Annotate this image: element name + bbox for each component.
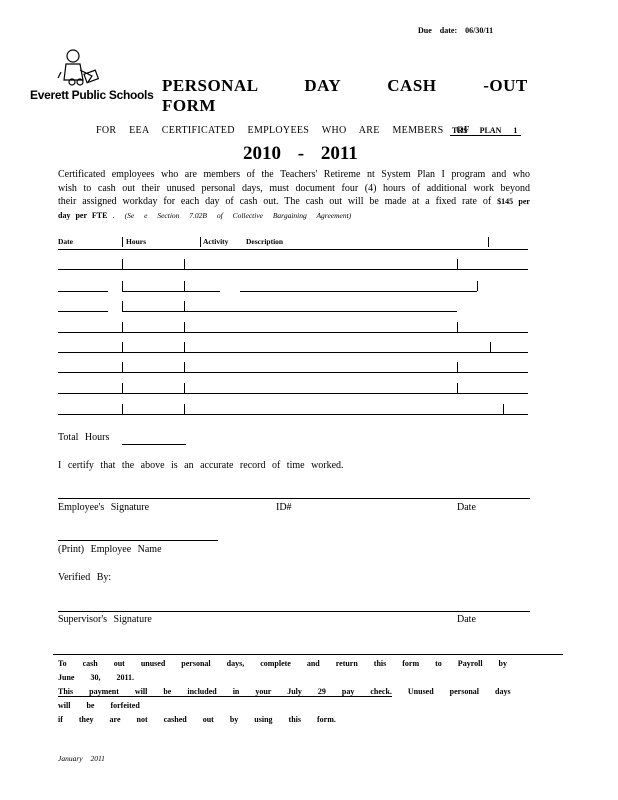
due-date-label: Due date: [418,26,458,35]
employee-signature-label: Employee's Signature [58,502,150,513]
column-divider [457,362,458,372]
table-row-line[interactable] [58,311,108,312]
column-divider [122,342,123,352]
column-divider [122,281,123,291]
table-row-line[interactable] [122,311,457,312]
column-divider [122,362,123,372]
print-name-label: (Print) Employee Name [58,544,162,555]
column-divider [122,322,123,332]
column-divider [488,237,489,247]
column-divider [184,322,185,332]
column-divider [122,237,123,247]
column-divider [184,259,185,269]
footer-rule [53,654,563,655]
plan-label: TRS PLAN 1 [450,126,521,136]
employee-signature-line[interactable] [58,498,530,499]
id-label: ID# [276,502,292,513]
table-row-line[interactable] [240,291,477,292]
verified-by-label: Verified By: [58,572,112,583]
column-header-description: Description [246,237,284,246]
footer-line-3: if they are not cashed out by using this form. [58,715,336,724]
due-date [418,26,493,35]
total-hours-field[interactable] [122,444,186,445]
table-row-line[interactable] [58,269,528,270]
column-divider [184,342,185,352]
total-hours-label: Total Hours [58,432,110,443]
supervisor-date-label: Date [457,614,476,625]
certify-statement: I certify that the above is an accurate record of time worked. [58,460,344,471]
column-header-activity: Activity [203,237,229,246]
print-name-line[interactable] [58,540,218,541]
column-header-hours: Hours [126,237,147,246]
footer-payment-note: This payment will be included in your July 29 pay check. [58,687,392,696]
table-row-line[interactable] [58,372,528,373]
intro-rate: $145 per day per FTE [58,197,530,220]
column-divider [184,404,185,414]
footer-line-2 [58,685,538,713]
intro-reference: . (Se e Section 7.02B of Collective Bargaining Agreement) [112,210,352,220]
column-divider [503,404,504,414]
column-divider [122,259,123,269]
intro-paragraph [58,168,530,222]
table-row-line[interactable] [58,393,528,394]
supervisor-signature-line[interactable] [58,611,530,612]
supervisor-signature-label: Supervisor's Signature [58,614,152,625]
column-divider [184,362,185,372]
column-divider [184,281,185,291]
date-label: Date [457,502,476,513]
footer-notice [58,657,538,727]
footer-forfeit-note: Unused personal days will be forfeited [58,687,511,710]
due-date-value: 06/30/11 [465,26,494,35]
column-divider [122,301,123,311]
column-divider [457,383,458,393]
form-subtitle: FOR EEA CERTIFICATED EMPLOYEES WHO ARE MEMBERS OF [96,125,470,136]
column-divider [184,383,185,393]
table-row-line[interactable] [58,291,108,292]
table-row-line[interactable] [58,414,528,415]
table-header-rule [58,249,528,250]
intro-text: Certificated employees who are members of the Teachers' Retireme nt System Plan I program and who wish to cash out their unused personal days, must document four (4) hours of additional work beyond their assigned workday for each day of cash out. The cash out will be made at a fixed rate of [58,169,530,207]
column-divider [490,342,491,352]
column-divider [457,322,458,332]
form-title: PERSONAL DAY CASH -OUT FORM [162,76,528,115]
footer-line-1: To cash out unused personal days, complete and return this form to Payroll by June 30, 2011. [58,659,507,682]
column-divider [122,383,123,393]
table-row-line[interactable] [58,352,528,353]
column-divider [457,259,458,269]
school-logo-text: Everett Public Schools [30,88,154,102]
column-divider [122,404,123,414]
column-divider [184,301,185,311]
school-year: 2010 - 2011 [243,143,358,164]
table-row-line[interactable] [122,291,220,292]
column-divider [477,281,478,291]
table-row-line[interactable] [58,332,528,333]
column-divider [200,237,201,247]
column-header-date: Date [58,237,73,246]
revision-date: January 2011 [58,754,105,763]
